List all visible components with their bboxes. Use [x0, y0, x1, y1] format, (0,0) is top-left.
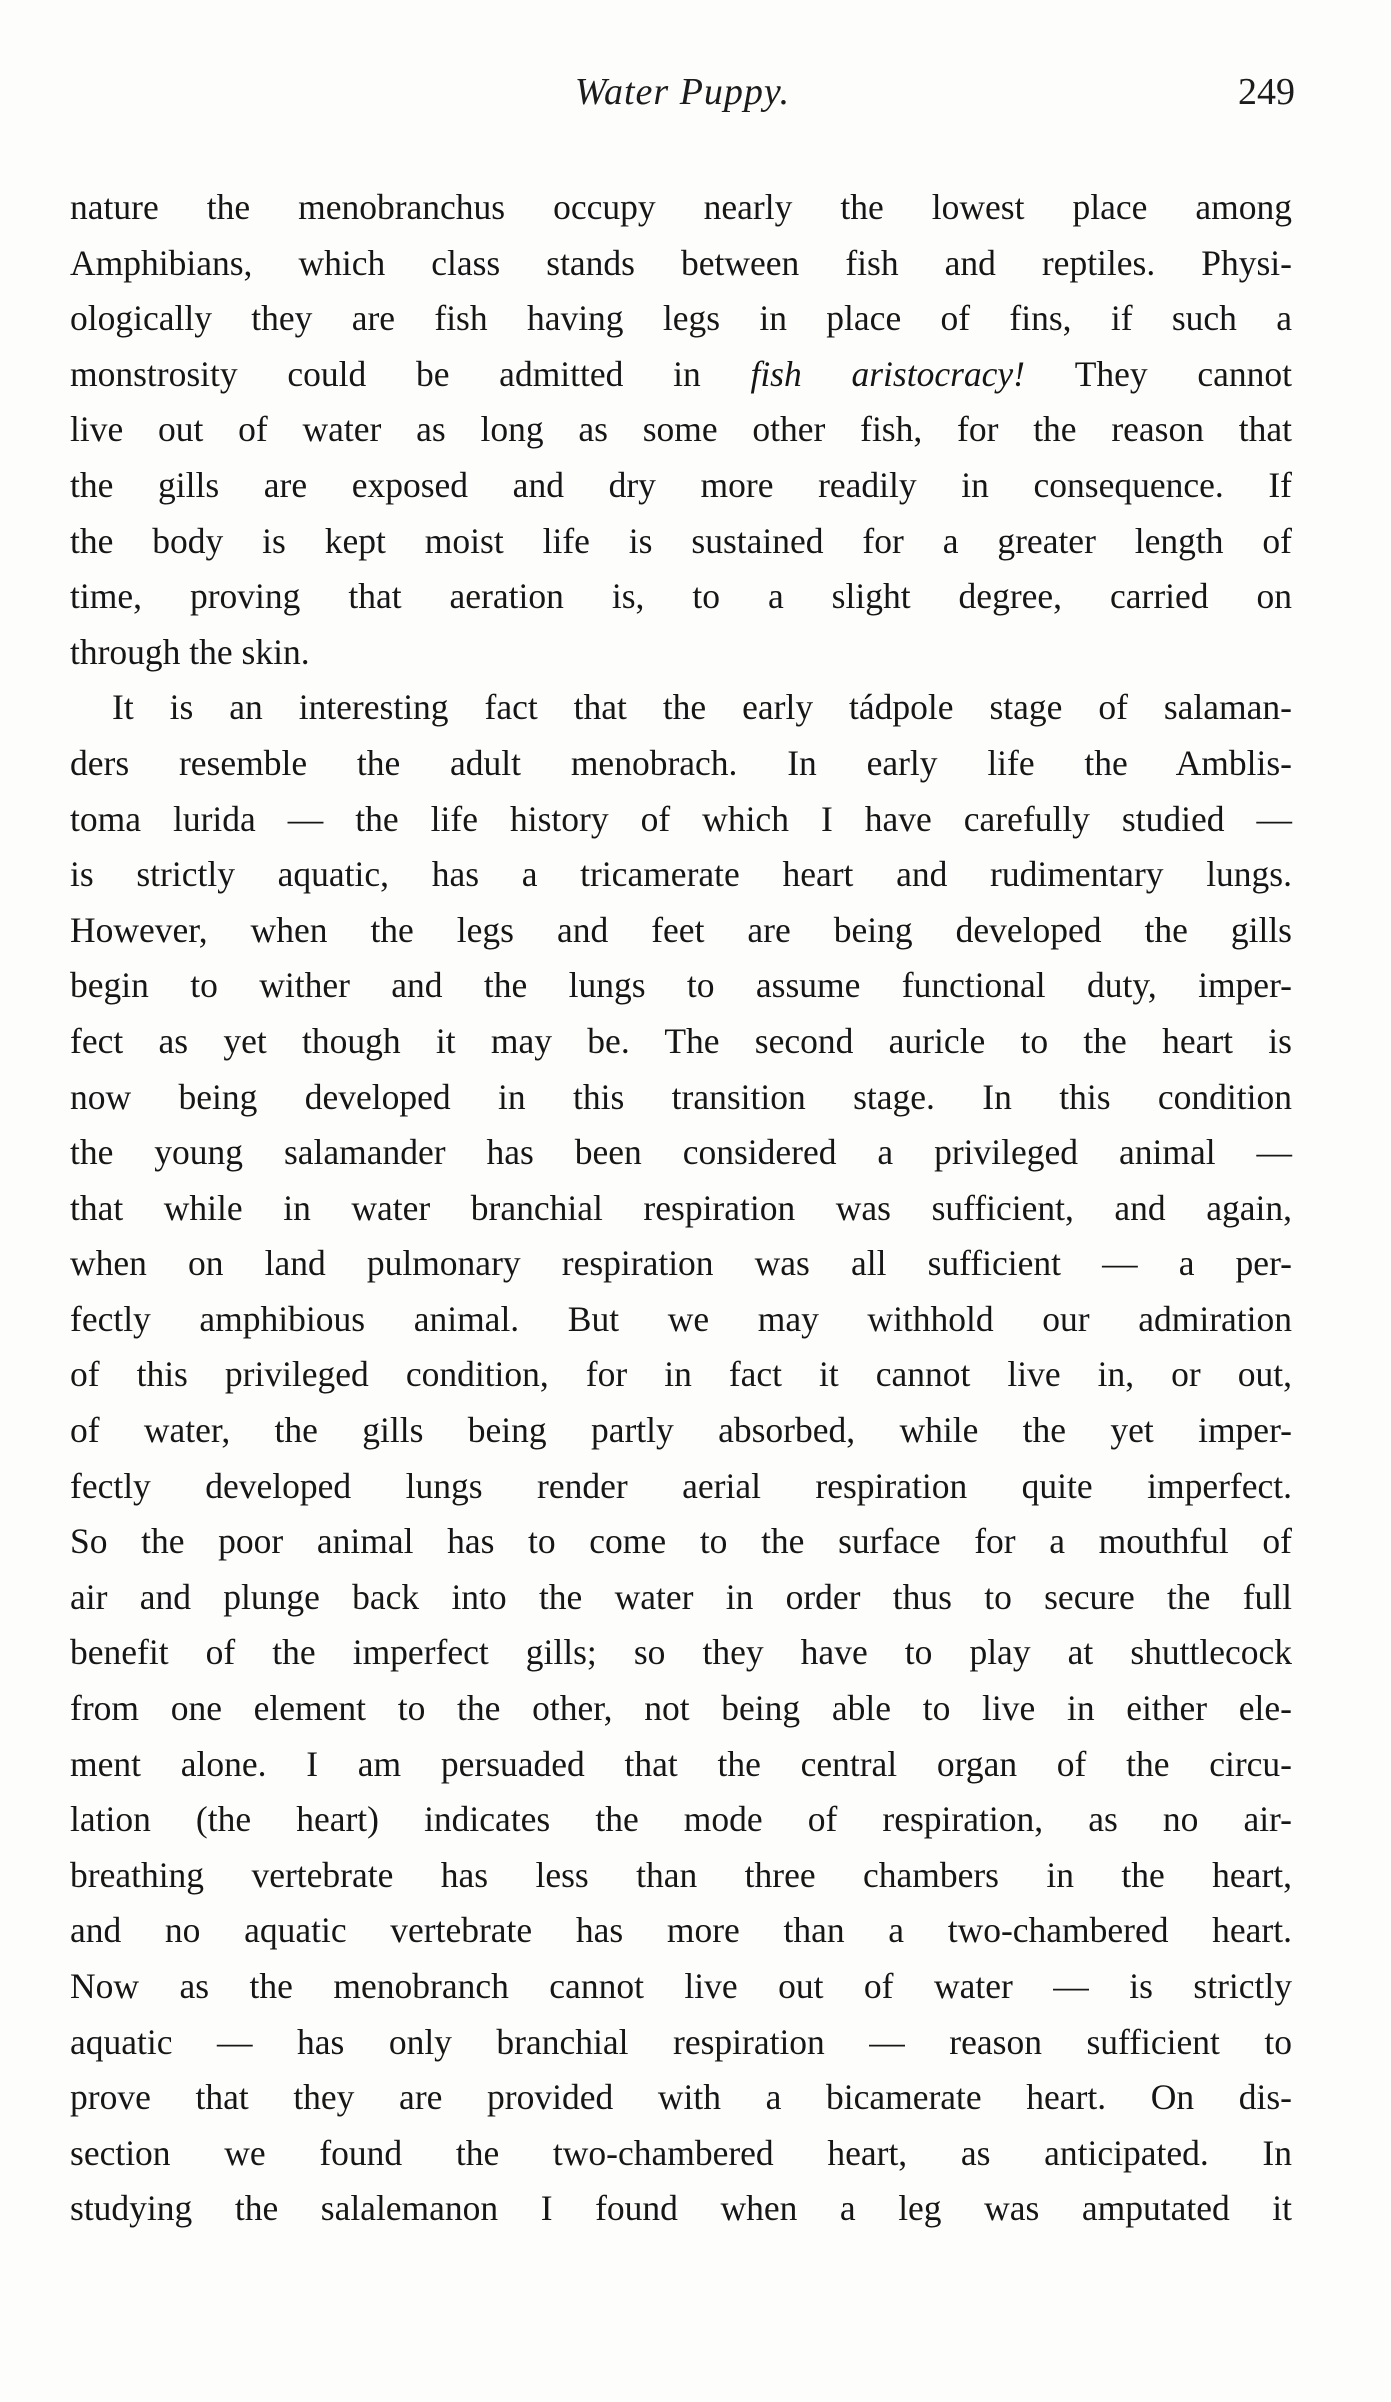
text-line: ment alone. I am persuaded that the central organ of the circu-	[70, 1743, 1292, 1784]
text-line: benefit of the imperfect gills; so they have to play at shuttlecock	[70, 1632, 1292, 1673]
text-line: air and plunge back into the water in order thus to secure the full	[70, 1576, 1292, 1617]
text-line: Amphibians, which class stands between fish and reptiles. Physi-	[70, 242, 1292, 283]
text-line: time, proving that aeration is, to a slight degree, carried on	[70, 576, 1292, 617]
text-line: from one element to the other, not being able to live in either ele-	[70, 1688, 1292, 1729]
text-line: It is an interesting fact that the early tádpole stage of salaman-	[112, 687, 1292, 728]
text-line: fectly amphibious animal. But we may withhold our admiration	[70, 1298, 1292, 1339]
text-segment: monstrosity could be admitted in	[70, 353, 701, 394]
text-line: ders resemble the adult menobrach. In early life the Amblis-	[70, 742, 1292, 783]
text-segment: They cannot	[1074, 353, 1292, 394]
text-line: the body is kept moist life is sustained for a greater length of	[70, 520, 1292, 561]
text-line: when on land pulmonary respiration was all sufficient — a per-	[70, 1243, 1292, 1284]
text-line: the young salamander has been considered a privileged animal —	[70, 1132, 1292, 1173]
running-title: Water Puppy.	[574, 71, 791, 113]
text-line: and no aquatic vertebrate has more than a two-chambered heart.	[70, 1910, 1292, 1951]
text-line: of water, the gills being partly absorbed, while the yet imper-	[70, 1410, 1292, 1451]
text-line: the gills are exposed and dry more readily in consequence. If	[70, 464, 1292, 505]
text-line: lation (the heart) indicates the mode of respiration, as no air-	[70, 1799, 1292, 1840]
text-line: prove that they are provided with a bicamerate heart. On dis-	[70, 2077, 1292, 2118]
text-line: begin to wither and the lungs to assume functional duty, imper-	[70, 965, 1292, 1006]
text-line	[70, 347, 1292, 403]
text-line: of this privileged condition, for in fact it cannot live in, or out,	[70, 1354, 1292, 1395]
text-line: nature the menobranchus occupy nearly the lowest place among	[70, 187, 1292, 227]
text-line: through the skin.	[70, 631, 310, 672]
text-line: studying the salalemanon I found when a leg was amputated it	[70, 2188, 1292, 2229]
italic-phrase: fish aristocracy!	[750, 353, 1025, 394]
text-line: that while in water branchial respiration was sufficient, and again,	[70, 1187, 1292, 1228]
text-line: fect as yet though it may be. The second auricle to the heart is	[70, 1020, 1292, 1061]
text-line: now being developed in this transition stage. In this condition	[70, 1076, 1292, 1117]
text-line: live out of water as long as some other fish, for the reason that	[70, 409, 1292, 450]
text-line: However, when the legs and feet are being developed the gills	[70, 909, 1292, 950]
text-line: ologically they are fish having legs in place of fins, if such a	[70, 298, 1292, 339]
text-line: toma lurida — the life history of which I have carefully studied —	[70, 798, 1292, 839]
text-line: Now as the menobranch cannot live out of water — is strictly	[70, 1966, 1292, 2006]
text-line: is strictly aquatic, has a tricamerate heart and rudimentary lungs.	[70, 854, 1292, 895]
text-line: breathing vertebrate has less than three chambers in the heart,	[70, 1854, 1292, 1895]
text-line: So the poor animal has to come to the surface for a mouthful of	[70, 1521, 1292, 1562]
text-line: fectly developed lungs render aerial respiration quite imperfect.	[70, 1465, 1292, 1506]
body-text	[70, 180, 1292, 2237]
text-line: aquatic — has only branchial respiration — reason sufficient to	[70, 2021, 1292, 2062]
text-line: section we found the two-chambered heart, as anticipated. In	[70, 2132, 1292, 2173]
page-header	[70, 70, 1295, 130]
page-number: 249	[1238, 71, 1295, 113]
